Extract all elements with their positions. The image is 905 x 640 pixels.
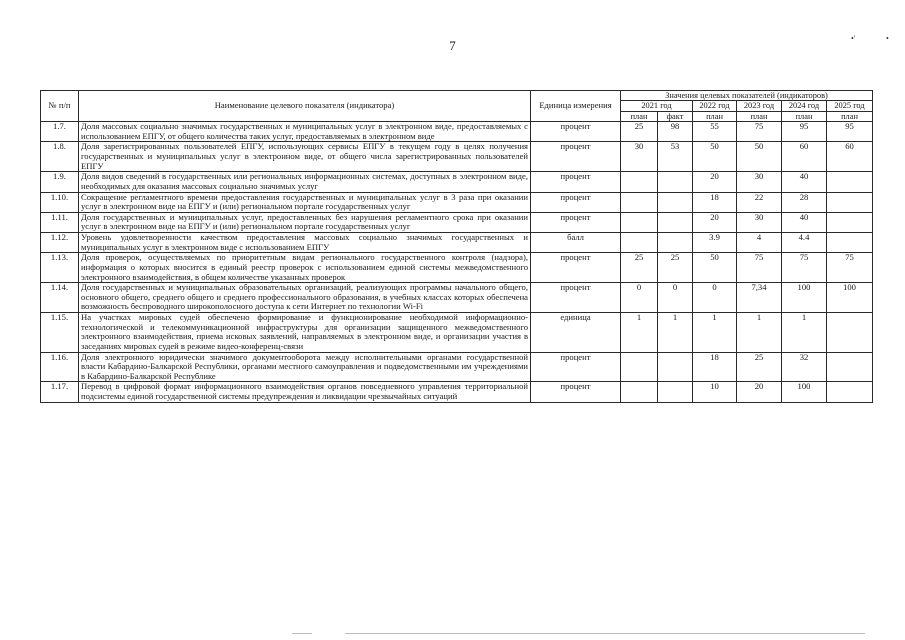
row-number: 1.14. xyxy=(41,283,79,313)
unit-cell: процент xyxy=(531,172,621,192)
unit-cell: процент xyxy=(531,253,621,283)
row-number: 1.17. xyxy=(41,382,79,402)
value-cell xyxy=(827,192,873,212)
value-cell: 1 xyxy=(693,313,737,353)
value-cell xyxy=(658,192,693,212)
value-cell: 4.4 xyxy=(782,233,827,253)
value-cell xyxy=(827,172,873,192)
value-cell xyxy=(827,313,873,353)
value-cell: 25 xyxy=(658,253,693,283)
value-cell: 20 xyxy=(693,172,737,192)
header-year: 2023 год xyxy=(737,101,782,111)
value-cell: 95 xyxy=(782,122,827,142)
table-header xyxy=(41,91,873,122)
table-row xyxy=(41,233,873,253)
table-row xyxy=(41,142,873,172)
row-number: 1.9. xyxy=(41,172,79,192)
header-sub: план xyxy=(693,111,737,121)
indicator-name: Доля зарегистрированных пользователей ЕПГУ, использующих сервисы ЕПГУ в текущем году в целях получения государственных и муниципальных услуг в электронном виде, от общего числа зарегистрированных пользователей ЕПГУ xyxy=(79,142,531,172)
row-number: 1.8. xyxy=(41,142,79,172)
value-cell: 1 xyxy=(737,313,782,353)
row-number: 1.13. xyxy=(41,253,79,283)
value-cell: 40 xyxy=(782,172,827,192)
indicator-name: Уровень удовлетворенности качеством предоставления массовых социально значимых государственных и муниципальных услуг в электронном виде с использованием ЕПГУ xyxy=(79,233,531,253)
table-row xyxy=(41,283,873,313)
indicator-name: На участках мировых судей обеспечено формирование и функционирование необходимой информационно-технологической и телекоммуникационной инфраструктуры для организации защищенного межведомственного электронного взаимодействия, приема исковых заявлений, направляемых в электронном виде, и организации участия в заседаниях мировых судей в режиме видео-конференц-связи xyxy=(79,313,531,353)
value-cell xyxy=(621,382,658,402)
value-cell: 30 xyxy=(737,212,782,232)
indicator-name: Перевод в цифровой формат информационного взаимодействия органов повседневного управления территориальной подсистемы единой государственной системы предупреждения и ликвидации чрезвычайных ситуаций xyxy=(79,382,531,402)
header-year: 2024 год xyxy=(782,101,827,111)
unit-cell: процент xyxy=(531,142,621,172)
indicator-name: Доля государственных и муниципальных образовательных организаций, реализующих программы начального общего, основного общего, среднего общего и среднего профессионального образования, в учебных классах которых обеспечена возможность беспроводного широкополосного доступа к сети Интернет по технологии Wi-Fi xyxy=(79,283,531,313)
value-cell: 25 xyxy=(621,253,658,283)
value-cell xyxy=(827,212,873,232)
value-cell xyxy=(658,233,693,253)
table-row xyxy=(41,253,873,283)
value-cell: 75 xyxy=(737,253,782,283)
header-num: № п/п xyxy=(41,91,79,122)
value-cell xyxy=(621,212,658,232)
scan-artifact xyxy=(292,633,312,634)
value-cell xyxy=(621,233,658,253)
value-cell: 95 xyxy=(827,122,873,142)
value-cell: 75 xyxy=(737,122,782,142)
value-cell: 50 xyxy=(693,142,737,172)
value-cell xyxy=(658,172,693,192)
value-cell: 4 xyxy=(737,233,782,253)
value-cell: 75 xyxy=(827,253,873,283)
header-year: 2025 год xyxy=(827,101,873,111)
unit-cell: процент xyxy=(531,192,621,212)
value-cell xyxy=(827,352,873,382)
table-row xyxy=(41,352,873,382)
table-row xyxy=(41,313,873,353)
header-year: 2021 год xyxy=(621,101,693,111)
header-sub: факт xyxy=(658,111,693,121)
row-number: 1.12. xyxy=(41,233,79,253)
table-row xyxy=(41,172,873,192)
value-cell: 25 xyxy=(737,352,782,382)
header-year: 2022 год xyxy=(693,101,737,111)
value-cell xyxy=(827,233,873,253)
row-number: 1.15. xyxy=(41,313,79,353)
indicator-name: Доля видов сведений в государственных или региональных информационных системах, доступных в электронном виде, необходимых для оказания массовых социально значимых услуг xyxy=(79,172,531,192)
value-cell: 22 xyxy=(737,192,782,212)
value-cell xyxy=(621,192,658,212)
header-sub: план xyxy=(621,111,658,121)
value-cell: 60 xyxy=(827,142,873,172)
value-cell: 50 xyxy=(693,253,737,283)
value-cell xyxy=(827,382,873,402)
indicator-name: Доля государственных и муниципальных услуг, предоставленных без нарушения регламентного срока при оказании услуг в электронном виде на ЕПГУ и (или) региональном портале государственных услуг xyxy=(79,212,531,232)
value-cell: 30 xyxy=(621,142,658,172)
value-cell: 53 xyxy=(658,142,693,172)
indicator-name: Доля электронного юридически значимого документооборота между исполнительными органами государственной власти Кабардино-Балкарской Республики, органами местного самоуправления и подведомственными им учреждениями в Кабардино-Балкарской Республике xyxy=(79,352,531,382)
table-body xyxy=(41,122,873,403)
value-cell: 28 xyxy=(782,192,827,212)
value-cell: 100 xyxy=(782,382,827,402)
header-sub: план xyxy=(827,111,873,121)
value-cell: 30 xyxy=(737,172,782,192)
header-sub: план xyxy=(782,111,827,121)
unit-cell: процент xyxy=(531,122,621,142)
corner-mark: •' xyxy=(851,34,856,43)
value-cell: 60 xyxy=(782,142,827,172)
value-cell: 3.9 xyxy=(693,233,737,253)
unit-cell: процент xyxy=(531,352,621,382)
table-row xyxy=(41,122,873,142)
row-number: 1.10. xyxy=(41,192,79,212)
value-cell: 1 xyxy=(658,313,693,353)
page-number: 7 xyxy=(449,38,456,53)
value-cell xyxy=(658,212,693,232)
value-cell xyxy=(658,382,693,402)
unit-cell: балл xyxy=(531,233,621,253)
value-cell: 0 xyxy=(621,283,658,313)
value-cell: 18 xyxy=(693,192,737,212)
value-cell: 32 xyxy=(782,352,827,382)
value-cell: 100 xyxy=(827,283,873,313)
value-cell xyxy=(621,172,658,192)
unit-cell: процент xyxy=(531,382,621,402)
value-cell: 18 xyxy=(693,352,737,382)
row-number: 1.16. xyxy=(41,352,79,382)
value-cell: 1 xyxy=(782,313,827,353)
indicator-name: Доля массовых социально значимых государственных и муниципальных услуг в электронном виде, предоставляемых с использованием ЕПГУ, от общего количества таких услуг, предоставляемых в электронном виде xyxy=(79,122,531,142)
scan-artifact xyxy=(345,633,865,634)
value-cell: 1 xyxy=(621,313,658,353)
value-cell: 20 xyxy=(693,212,737,232)
row-number: 1.11. xyxy=(41,212,79,232)
header-values-group: Значения целевых показателей (индикаторов) xyxy=(621,91,873,101)
header-sub: план xyxy=(737,111,782,121)
indicator-name: Сокращение регламентного времени предоставления государственных и муниципальных услуг в 3 раза при оказании услуг в электронном виде на ЕПГУ и (или) региональном портале государственных услуг xyxy=(79,192,531,212)
value-cell: 25 xyxy=(621,122,658,142)
value-cell: 98 xyxy=(658,122,693,142)
table-row xyxy=(41,212,873,232)
indicator-name: Доля проверок, осуществляемых по приоритетным видам регионального государственного контроля (надзора), информация о которых вносится в единый реестр проверок с использованием единой системы межведомственного электронного взаимодействия, в общем количестве указанных проверок xyxy=(79,253,531,283)
value-cell: 40 xyxy=(782,212,827,232)
value-cell xyxy=(621,352,658,382)
row-number: 1.7. xyxy=(41,122,79,142)
header-name: Наименование целевого показателя (индикатора) xyxy=(79,91,531,122)
value-cell: 50 xyxy=(737,142,782,172)
value-cell: 10 xyxy=(693,382,737,402)
header-unit: Единица измерения xyxy=(531,91,621,122)
table-row xyxy=(41,192,873,212)
table-row xyxy=(41,382,873,402)
corner-mark: • xyxy=(886,34,889,43)
indicators-table xyxy=(40,90,873,403)
unit-cell: процент xyxy=(531,212,621,232)
value-cell: 7,34 xyxy=(737,283,782,313)
value-cell: 100 xyxy=(782,283,827,313)
value-cell: 20 xyxy=(737,382,782,402)
unit-cell: процент xyxy=(531,283,621,313)
value-cell: 0 xyxy=(658,283,693,313)
value-cell: 55 xyxy=(693,122,737,142)
unit-cell: единица xyxy=(531,313,621,353)
value-cell xyxy=(658,352,693,382)
value-cell: 0 xyxy=(693,283,737,313)
value-cell: 75 xyxy=(782,253,827,283)
